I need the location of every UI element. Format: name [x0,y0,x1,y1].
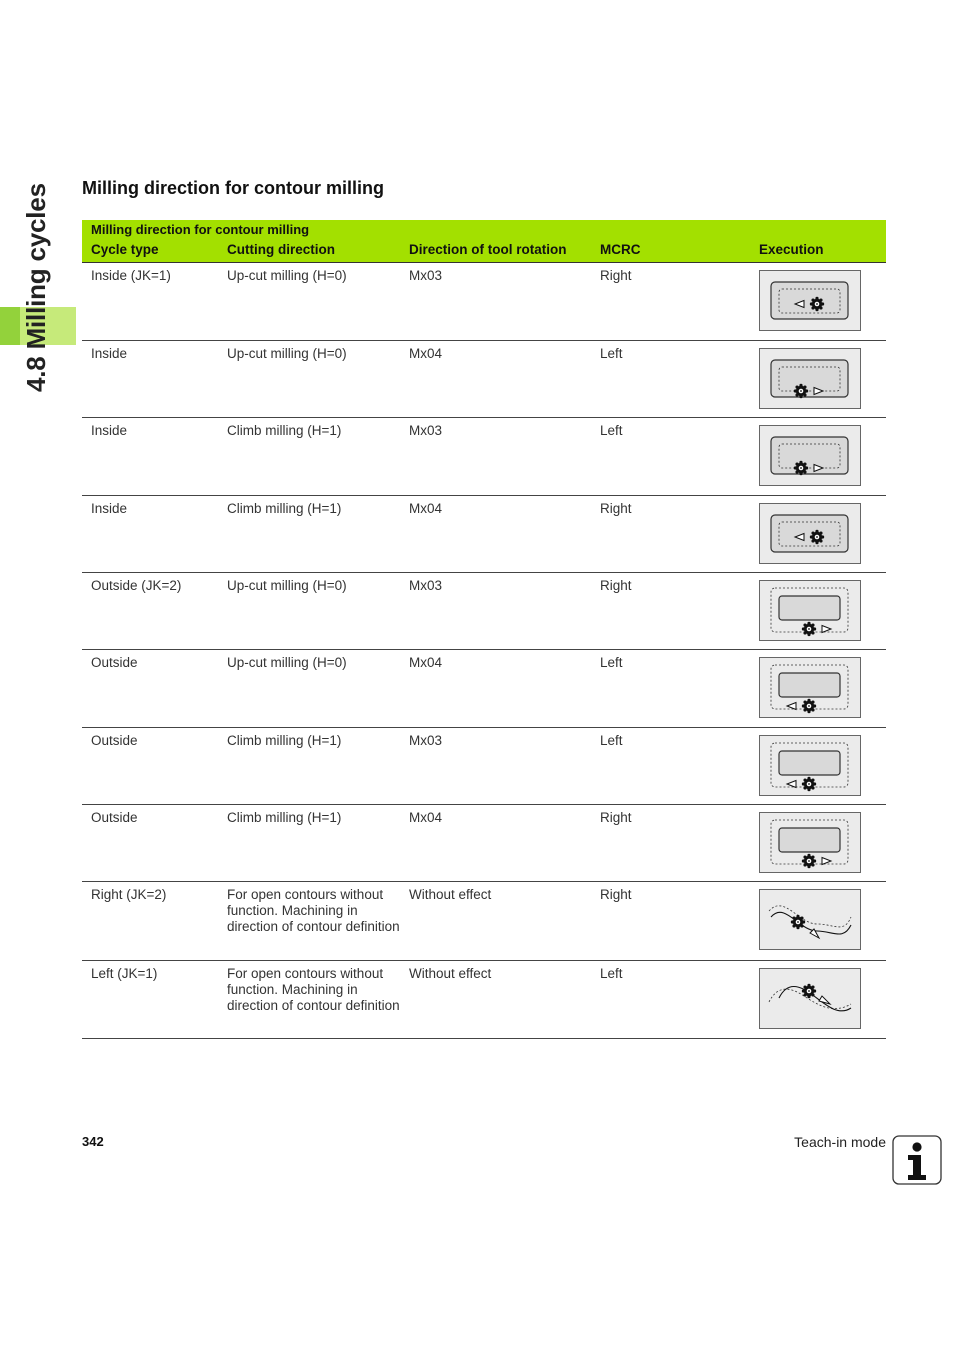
execution-diagram [759,968,861,1029]
cell-tool-rotation: Mx03 [409,268,443,283]
cell-cycle-type: Inside (JK=1) [91,268,171,283]
table-title: Milling direction for contour milling [91,222,310,237]
table-row [82,573,886,650]
cell-tool-rotation: Mx04 [409,346,443,361]
execution-diagram [759,812,861,873]
cell-cutting-direction: Climb milling (H=1) [227,810,342,825]
cell-cutting-direction: Climb milling (H=1) [227,423,342,438]
cell-mcrc: Left [600,966,623,981]
cell-cycle-type: Left (JK=1) [91,966,158,981]
table-body [82,263,886,1039]
section-label: 4.8 Milling cycles [21,183,51,392]
cell-cutting-direction: Climb milling (H=1) [227,733,342,748]
table-row [82,728,886,805]
cell-tool-rotation: Without effect [409,887,492,902]
cell-cycle-type: Right (JK=2) [91,887,167,902]
cell-mcrc: Left [600,346,623,361]
chapter-name: Teach-in mode [794,1134,886,1150]
cell-tool-rotation: Mx03 [409,578,443,593]
table-row [82,341,886,418]
cell-cutting-direction: Up-cut milling (H=0) [227,578,347,593]
cell-cutting-direction: For open contours without function. Machining in direction of contour definition [227,966,400,1014]
side-tab-accent [0,307,20,345]
cell-cycle-type: Inside [91,423,128,438]
cell-cycle-type: Outside [91,733,138,748]
cell-mcrc: Right [600,887,632,902]
col-header-mcrc: MCRC [600,242,641,257]
execution-diagram [759,657,861,718]
table-row [82,418,886,496]
execution-diagram [759,270,861,331]
table-header [82,220,886,263]
execution-diagram [759,580,861,641]
page-number: 342 [82,1134,104,1149]
cell-tool-rotation: Mx04 [409,655,443,670]
col-header-execution: Execution [759,242,824,257]
cell-mcrc: Right [600,810,632,825]
cell-cutting-direction: Climb milling (H=1) [227,501,342,516]
table-row [82,882,886,961]
info-icon [892,1135,942,1185]
cell-cycle-type: Inside [91,501,128,516]
milling-direction-table [82,220,886,1039]
cell-cutting-direction: Up-cut milling (H=0) [227,655,347,670]
table-row [82,805,886,882]
table-row [82,263,886,341]
execution-diagram [759,889,861,950]
cell-mcrc: Left [600,655,623,670]
table-row [82,650,886,728]
execution-diagram [759,735,861,796]
execution-diagram [759,503,861,564]
cell-cutting-direction: Up-cut milling (H=0) [227,346,347,361]
cell-cycle-type: Inside [91,346,128,361]
cell-cycle-type: Outside [91,810,138,825]
cell-tool-rotation: Mx04 [409,810,443,825]
cell-tool-rotation: Without effect [409,966,492,981]
execution-diagram [759,348,861,409]
cell-mcrc: Right [600,578,632,593]
table-row [82,496,886,573]
cell-cycle-type: Outside [91,655,138,670]
cell-cutting-direction: Up-cut milling (H=0) [227,268,347,283]
cell-tool-rotation: Mx03 [409,733,443,748]
cell-mcrc: Left [600,733,623,748]
cell-cycle-type: Outside (JK=2) [91,578,182,593]
cell-mcrc: Left [600,423,623,438]
col-header-cycle-type: Cycle type [91,242,159,257]
col-header-cutting-direction: Cutting direction [227,242,335,257]
cell-mcrc: Right [600,268,632,283]
execution-diagram [759,425,861,486]
cell-mcrc: Right [600,501,632,516]
cell-cutting-direction: For open contours without function. Machining in direction of contour definition [227,887,400,935]
col-header-tool-rotation: Direction of tool rotation [409,242,567,257]
cell-tool-rotation: Mx04 [409,501,443,516]
cell-tool-rotation: Mx03 [409,423,443,438]
table-row [82,961,886,1039]
page-title: Milling direction for contour milling [82,178,384,198]
